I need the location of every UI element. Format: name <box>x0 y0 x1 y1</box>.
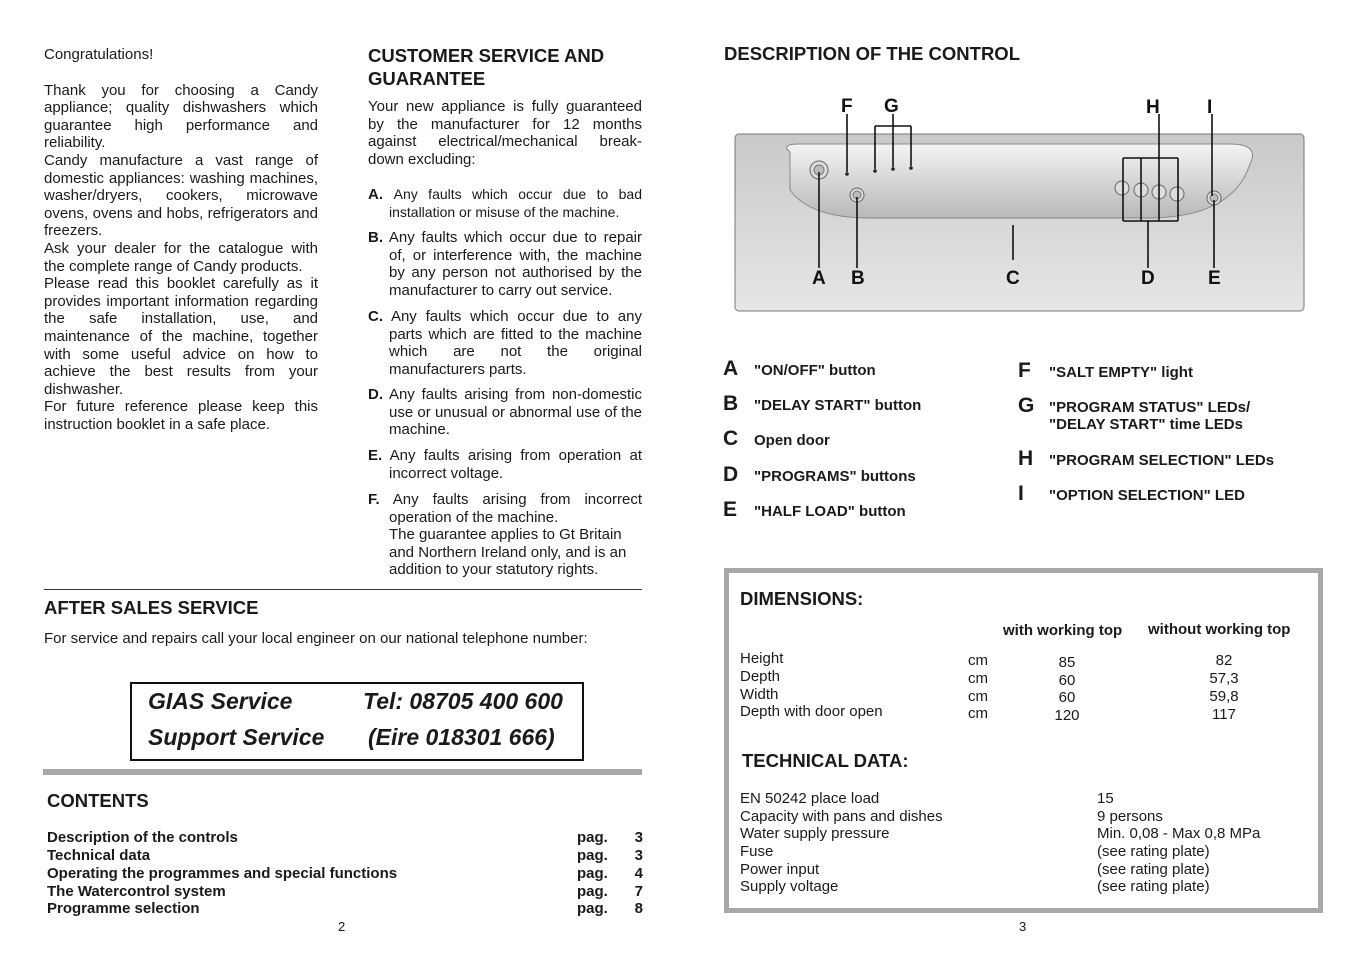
divider <box>43 769 642 775</box>
intro-paragraph-5: For future reference please keep this instruction booklet in a safe place. <box>44 398 318 433</box>
item-letter: D. <box>368 386 383 403</box>
contents-title: CONTENTS <box>47 790 149 811</box>
service-box <box>130 682 584 761</box>
legend-letter-h: H <box>1018 447 1034 470</box>
legend-text-i: "OPTION SELECTION" LED <box>1049 487 1245 504</box>
legend-letter-i: I <box>1018 482 1024 505</box>
guarantee-note: The guarantee applies to Gt Britain and Northern Ireland only, and is an addition to your statutory rights. <box>389 526 627 579</box>
page-number-right: 3 <box>1019 919 1027 934</box>
guarantee-item-e <box>368 447 642 482</box>
control-title: DESCRIPTION OF THE CONTROL <box>724 43 1020 64</box>
label-c: C <box>1006 268 1020 289</box>
item-letter: B. <box>368 229 383 246</box>
item-text: Any faults which occur due to bad installation or misuse of the machine. <box>389 186 643 220</box>
technical-title: TECHNICAL DATA: <box>742 750 909 771</box>
contents-label: Operating the programmes and special functions <box>47 865 398 882</box>
service-phone-1: Tel: 08705 400 600 <box>363 688 563 714</box>
dim-unit: cm <box>968 652 988 669</box>
legend-text-g2: "DELAY START" time LEDs <box>1049 416 1243 433</box>
contents-row <box>47 847 643 865</box>
guarantee-item-a <box>368 186 642 221</box>
contents-row <box>47 883 643 901</box>
program-button <box>1170 187 1184 201</box>
item-text: Any faults arising from incorrect operation of the machine. <box>389 491 642 526</box>
tech-label: Capacity with pans and dishes <box>740 808 943 825</box>
item-letter: F. <box>368 491 380 508</box>
label-a: A <box>812 268 826 289</box>
tech-label: Supply voltage <box>740 878 839 895</box>
dim-unit: cm <box>968 670 988 687</box>
control-panel-diagram <box>720 90 1320 320</box>
intro-paragraph-4: Please read this booklet carefully as it provides important information regarding the safe installation, use, and maintenance of the machine, together with some useful advice on how to achieve the best results from your dishwasher. <box>44 275 318 398</box>
legend-text-e: "HALF LOAD" button <box>754 503 906 520</box>
legend-text-f: "SALT EMPTY" light <box>1049 364 1193 381</box>
dim-unit: cm <box>968 688 988 705</box>
contents-label: Technical data <box>47 847 151 864</box>
divider <box>44 589 642 590</box>
tech-value: (see rating plate) <box>1097 878 1210 895</box>
program-button <box>1115 181 1129 195</box>
label-e: E <box>1208 268 1221 289</box>
tech-value: 15 <box>1097 790 1114 807</box>
dim-label: Depth <box>740 668 781 685</box>
legend-letter-d: D <box>723 463 739 486</box>
page-number-left: 2 <box>338 919 346 934</box>
label-i: I <box>1207 97 1213 118</box>
dim-col-without: without working top <box>1148 621 1291 638</box>
dim-label: Width <box>740 686 779 703</box>
label-g: G <box>884 96 899 117</box>
tech-label: Power input <box>740 861 820 878</box>
item-letter: A. <box>368 186 383 203</box>
legend-letter-f: F <box>1018 359 1031 382</box>
guarantee-item-f <box>368 491 642 526</box>
dim-without-value: 59,8 <box>1209 688 1239 705</box>
guarantee-item-c <box>368 308 642 378</box>
item-letter: E. <box>368 447 383 464</box>
tech-value: Min. 0,08 - Max 0,8 MPa <box>1097 825 1261 842</box>
dim-with-value: 60 <box>1058 689 1076 706</box>
after-sales-title: AFTER SALES SERVICE <box>44 597 259 618</box>
tech-value: (see rating plate) <box>1097 843 1210 860</box>
dim-col-with: with working top <box>1003 622 1123 639</box>
intro-text <box>44 46 318 433</box>
intro-paragraph-2: Candy manufacture a vast range of domestic appliances: washing machines, washer/dryers, cookers, microwave ovens, ovens and hobs, refrigerators and freezers. <box>44 151 318 240</box>
contents-row <box>47 829 643 847</box>
item-text: Any faults arising from non-domestic use or unusual or abnormal use of the machine. <box>388 386 642 439</box>
contents-pag: pag. <box>577 865 608 882</box>
legend-letter-g: G <box>1018 394 1035 417</box>
tech-value: 9 persons <box>1097 808 1163 825</box>
legend-text-g1: "PROGRAM STATUS" LEDs/ <box>1049 399 1251 416</box>
legend-text-b: "DELAY START" button <box>754 397 922 414</box>
salt-led <box>845 172 849 176</box>
intro-paragraph-1: Thank you for choosing a Candy appliance; quality dishwashers which guarantee high performance and reliability. <box>44 81 318 152</box>
contents-row <box>47 865 643 883</box>
guarantee-item-d <box>368 386 642 439</box>
contents-page-num: 3 <box>634 847 643 864</box>
contents-page-num: 3 <box>634 829 643 846</box>
contents-pag: pag. <box>577 883 608 900</box>
guarantee-item-b <box>368 229 642 299</box>
dim-without-value: 117 <box>1212 706 1236 723</box>
service-name-2: Support Service <box>148 724 325 750</box>
item-text: Any faults which occur due to repair of, or interference with, the machine by any person not authorised by the manufacturer to carry out service. <box>388 229 642 299</box>
contents-label: The Watercontrol system <box>47 883 226 900</box>
contents-page-num: 8 <box>634 900 643 917</box>
tech-value: (see rating plate) <box>1097 861 1210 878</box>
dim-unit: cm <box>968 705 988 722</box>
dim-without-value: 82 <box>1215 652 1233 669</box>
contents-pag: pag. <box>577 847 608 864</box>
legend-letter-e: E <box>723 498 738 521</box>
dim-with-value: 85 <box>1058 654 1076 671</box>
label-b: B <box>851 268 865 289</box>
contents-label: Programme selection <box>47 900 200 917</box>
contents-page-num: 7 <box>634 883 643 900</box>
legend-text-a: "ON/OFF" button <box>754 362 876 379</box>
contents-page-num: 4 <box>634 865 643 882</box>
legend-letter-c: C <box>723 427 739 450</box>
legend-letter-b: B <box>723 392 739 415</box>
dim-label: Height <box>740 650 784 667</box>
service-name-1: GIAS Service <box>148 688 293 714</box>
guarantee-title: CUSTOMER SERVICE AND GUARANTEE <box>368 45 605 89</box>
label-h: H <box>1146 97 1160 118</box>
service-phone-2: (Eire 018301 666) <box>368 724 555 750</box>
legend-text-h: "PROGRAM SELECTION" LEDs <box>1049 452 1275 469</box>
dim-without-value: 57,3 <box>1209 670 1239 687</box>
status-led <box>873 169 877 173</box>
contents-label: Description of the controls <box>47 829 238 846</box>
dimensions-title: DIMENSIONS: <box>740 588 864 609</box>
contents-pag: pag. <box>577 829 608 846</box>
after-sales-text: For service and repairs call your local engineer on our national telephone number: <box>44 630 588 647</box>
label-f: F <box>841 96 853 117</box>
tech-label: Water supply pressure <box>740 825 890 842</box>
dim-label: Depth with door open <box>740 703 883 720</box>
legend-letter-a: A <box>723 357 739 380</box>
intro-paragraph-3: Ask your dealer for the catalogue with the complete range of Candy products. <box>44 239 318 275</box>
dim-with-value: 120 <box>1054 707 1080 724</box>
legend-text-d: "PROGRAMS" buttons <box>754 468 916 485</box>
status-led <box>909 166 913 170</box>
item-letter: C. <box>368 308 383 325</box>
congrats-text: Congratulations! <box>44 46 154 63</box>
label-d: D <box>1141 268 1155 289</box>
status-led <box>891 167 895 171</box>
legend-text-c: Open door <box>754 432 830 449</box>
guarantee-text: Your new appliance is fully guaranteed by the manufacturer for 12 months against electrical/mechanical break-down excluding: <box>368 98 642 168</box>
contents-row <box>47 900 643 918</box>
contents-pag: pag. <box>577 900 608 917</box>
dim-with-value: 60 <box>1058 672 1076 689</box>
item-text: Any faults arising from operation at incorrect voltage. <box>389 447 642 482</box>
tech-label: EN 50242 place load <box>740 790 880 807</box>
tech-label: Fuse <box>740 843 774 860</box>
item-text: Any faults which occur due to any parts which are fitted to the machine which are not the original manufacturers parts. <box>389 308 642 378</box>
